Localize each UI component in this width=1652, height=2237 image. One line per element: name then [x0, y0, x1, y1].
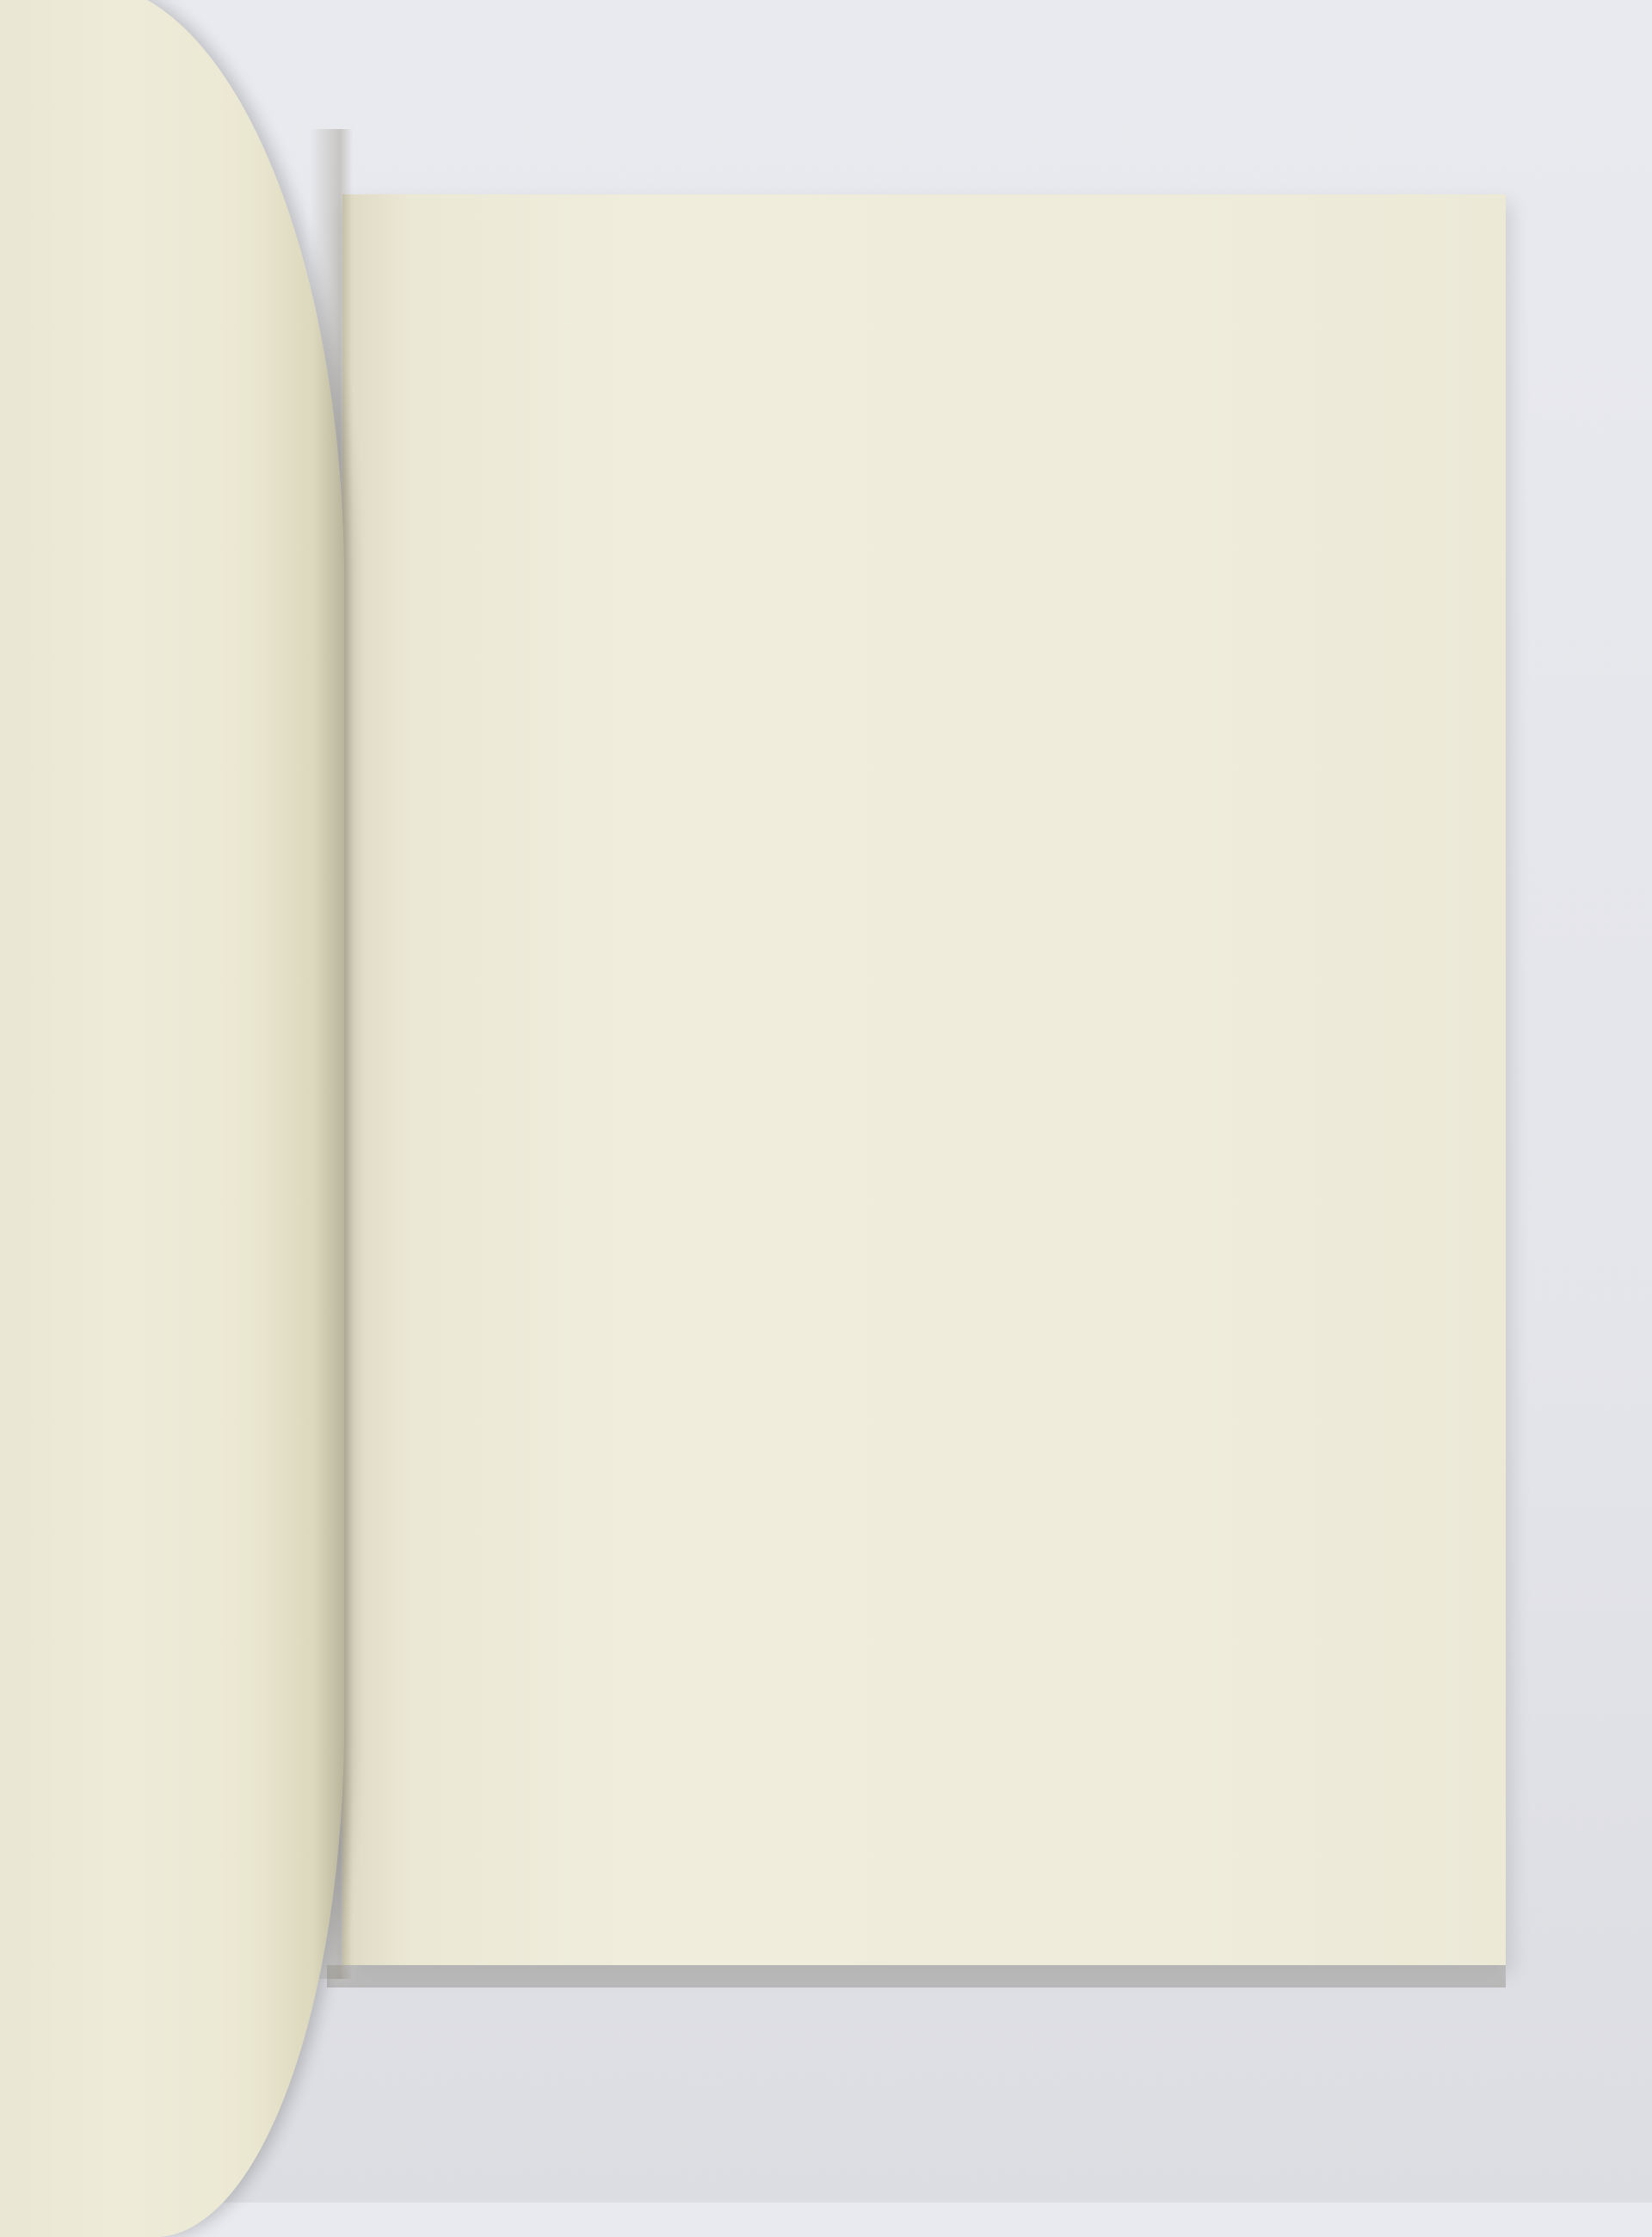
- right-page: [342, 194, 1506, 1965]
- left-page: [0, 0, 344, 2237]
- page-stack-edge: [327, 1965, 1506, 1987]
